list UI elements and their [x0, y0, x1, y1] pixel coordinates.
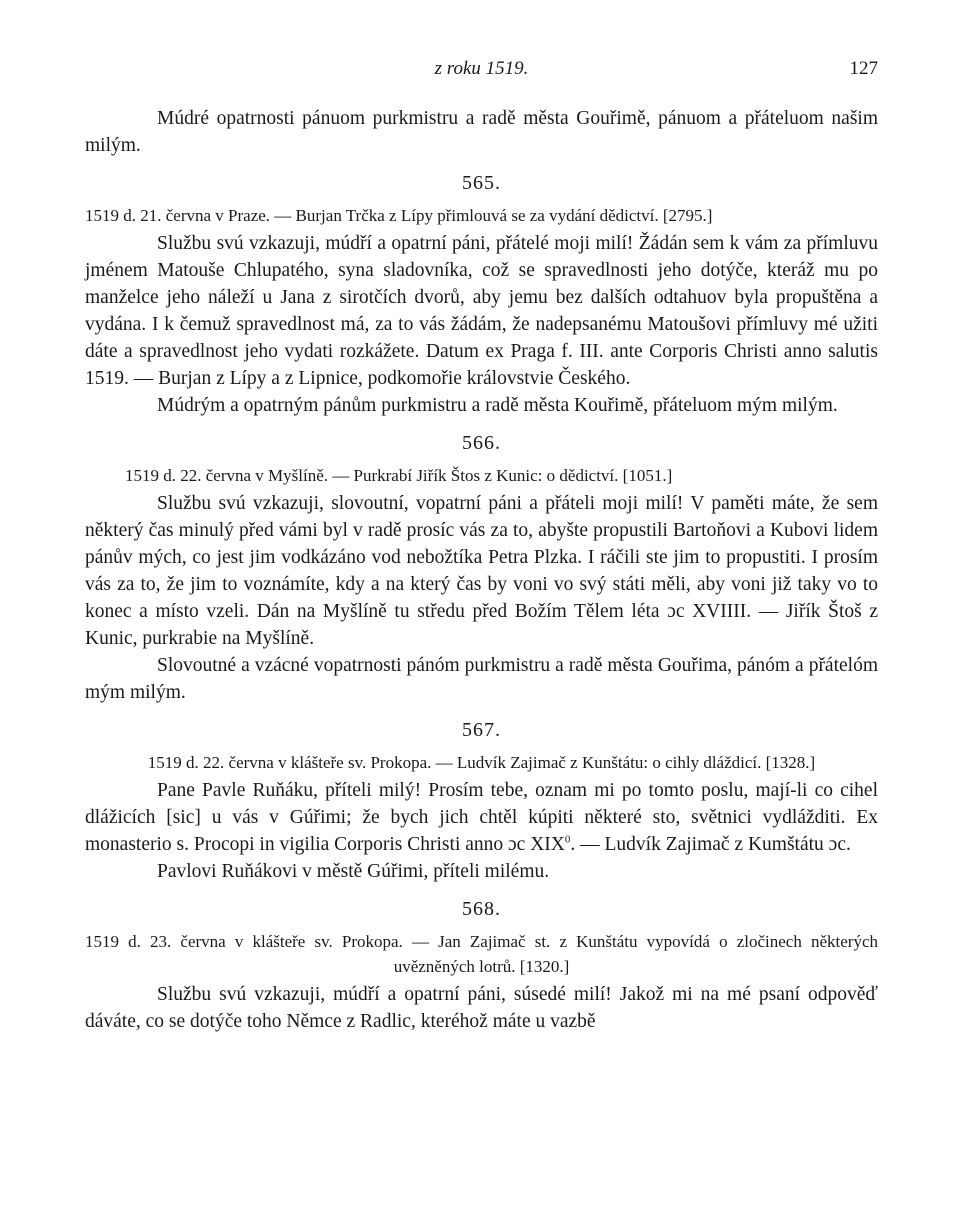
intro-address: Múdré opatrnosti pánuom purkmistru a radě města Gouřimě, pánuom a přáteluom našim milým. — [85, 108, 878, 156]
page — [85, 58, 878, 1035]
doc-body — [85, 777, 878, 858]
doc-address: Pavlovi Ruňákovi v městě Gúřimi, příteli milému. — [157, 861, 550, 882]
doc-header: 1519 d. 22. června v Myšlíně. — Purkrabí Jiřík Štos z Kunic: o dědictví. [1051.] — [125, 466, 673, 485]
doc-header: 1519 d. 21. června v Praze. — Burjan Trčka z Lípy přimlouvá se za vydání dědictví. [2795.] — [85, 206, 713, 225]
doc-number: 567. — [462, 719, 501, 741]
doc-address: Slovoutné a vzácné vopatrnosti pánóm purkmistru a radě města Gouřima, pánóm a přátelóm mým milým. — [85, 655, 878, 703]
document-565 — [85, 169, 878, 419]
doc-address: Múdrým a opatrným pánům purkmistru a radě města Kouřimě, přáteluom mým milým. — [157, 395, 838, 416]
document-567 — [85, 716, 878, 885]
doc-body-superscript: 0 — [564, 833, 571, 846]
doc-body: Službu svú vzkazuji, slovoutní, vopatrní páni a přáteli moji milí! V paměti máte, že sem některý čas minulý před vámi byl v radě prosíc vás za to, abyšte propustili Bartoňovi a Kubovi lidem pánův mých, co jest jim vodkázáno vod nebožtíka Petra Plzka. I ráčili ste jim to propustiti. I prosím vás za to, že jim to voznámíte, kdy a na který čas by voni vo svý státi měli, aby voni již taky vo to konec a místo vzeli. Dán na Myšlíně tu středu před Božím Tělem léta ɔc XVIIII. — Jiřík Štoš z Kunic, purkrabie na Myšlíně. — [85, 493, 878, 649]
doc-number: 568. — [462, 898, 501, 920]
document-566 — [85, 429, 878, 706]
doc-number: 566. — [462, 432, 501, 454]
doc-header: 1519 d. 22. června v klášteře sv. Prokopa. — Ludvík Zajimač z Kunštátu: o cihly dláždicí. [1328.] — [147, 753, 816, 772]
running-head — [85, 58, 878, 88]
running-head-title: z roku 1519. — [434, 58, 529, 79]
document-568 — [85, 895, 878, 1035]
doc-body: Službu svú vzkazuji, múdří a opatrní páni, přátelé moji milí! Žádán sem k vám za přímluvu jménem Matouše Chlupatého, syna sladovníka, což se spravedlnosti jeho dotýče, kteráž mu po manželce jeho náleží u Jana z sirotčích dvorů, aby jemu bez dalších odtahuov byla propuštěna a vydána. I k čemuž spravedlnost má, za to vás žádám, že nadepsanému Matoušovi přímluvy mé užiti dáte a spravedlnost jeho vydati rozkážete. Datum ex Praga f. III. ante Corporis Christi anno salutis 1519. — Burjan z Lípy a z Lipnice, podkomořie královstvie Českého. — [85, 233, 878, 389]
doc-body-main: Pane Pavle Ruňáku, příteli milý! Prosím tebe, oznam mi po tomto poslu, mají-li co cihel dlážicích [sic] u vás v Gúřimi; že bych jich chtěl kúpiti některé sto, světnici vydlážditi. Ex monasterio s. Procopi in vigilia Corporis Christi anno ɔc XIX — [85, 780, 878, 855]
page-number: 127 — [849, 58, 878, 79]
doc-number: 565. — [462, 172, 501, 194]
doc-body: Službu svú vzkazuji, múdří a opatrní páni, súsedé milí! Jakož mi na mé psaní odpověď dáváte, co se dotýče toho Němce z Radlic, kteréhož máte u vazbě — [85, 984, 878, 1032]
doc-body-end: . — Ludvík Zajimač z Kumštátu ɔc. — [570, 834, 851, 855]
doc-header: 1519 d. 23. června v klášteře sv. Prokopa. — Jan Zajimač st. z Kunštátu vypovídá o zločinech některých uvězněných lotrů. [1320.] — [85, 932, 878, 976]
